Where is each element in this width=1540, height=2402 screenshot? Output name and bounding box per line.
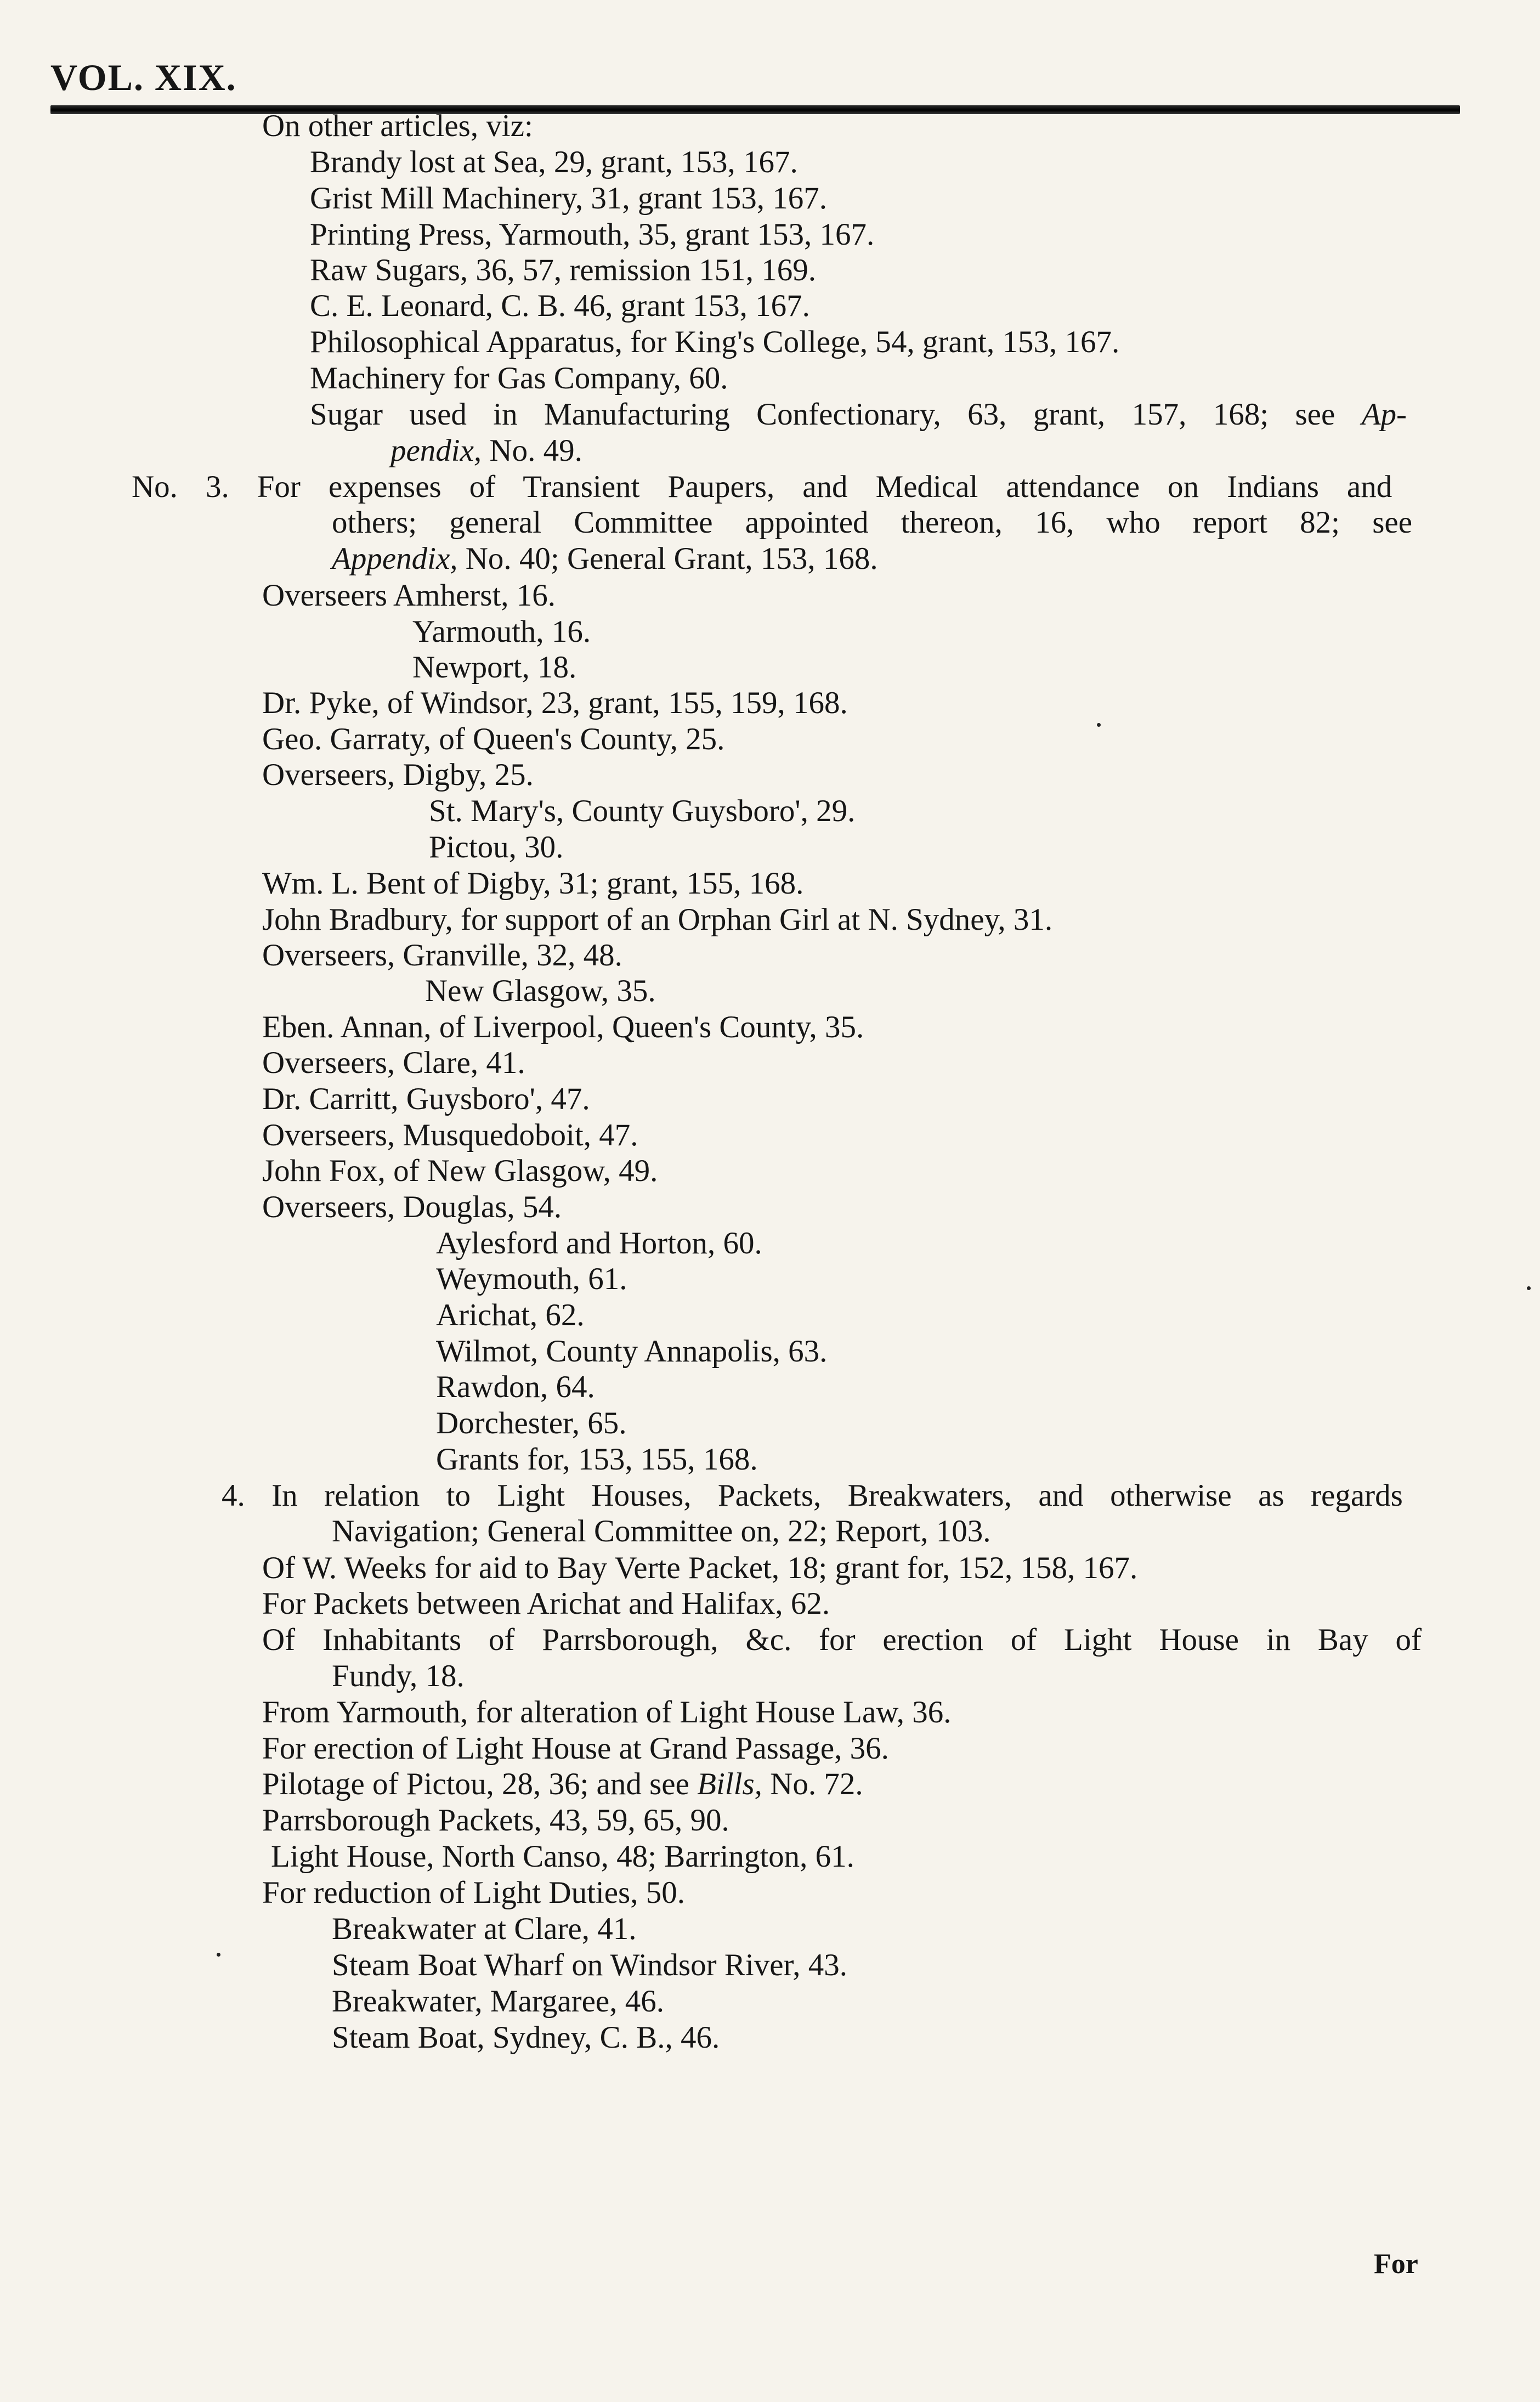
line-text: Overseers, Granville, 32, 48. [262,938,622,973]
index-line [262,868,803,899]
index-line [262,940,622,971]
index-line [429,795,855,827]
ink-speck [217,1953,220,1957]
index-line [262,1733,889,1764]
index-line [332,1986,664,2017]
index-line [332,507,1412,538]
line-text: Steam Boat Wharf on Windsor River, 43. [332,1948,847,1982]
line-text: Overseers Amherst, 16. [262,578,556,613]
index-line [262,1697,951,1728]
index-line [262,1083,590,1115]
line-text: Dr. Carritt, Guysboro', 47. [262,1082,590,1116]
index-line [390,435,582,466]
index-line [436,1371,595,1403]
line-text: John Fox, of New Glasgow, 49. [262,1154,658,1188]
line-tail: No. 40; General Grant, 153, 168. [457,541,878,576]
index-line [310,255,816,286]
line-text: Wilmot, County Annapolis, 63. [436,1334,828,1369]
line-text: Aylesford and Horton, 60. [436,1226,762,1261]
line-text: others; general Committee appointed thereon, 16, who report 82; see [332,505,1412,540]
index-line [436,1336,827,1367]
index-line [262,1624,1422,1655]
index-line [132,471,1392,502]
line-text: Wm. L. Bent of Digby, 31; grant, 155, 168. [262,866,804,901]
index-line [271,1841,854,1872]
index-line [310,290,810,321]
line-text: Grist Mill Machinery, 31, grant 153, 167. [310,181,828,216]
line-text: John Bradbury, for support of an Orphan Girl at N. Sydney, 31. [262,902,1053,937]
line-text: Overseers, Douglas, 54. [262,1190,562,1224]
index-line [332,1660,465,1692]
line-text: Grants for, 153, 155, 168. [436,1442,758,1477]
index-line [310,183,827,214]
index-line [332,2022,720,2053]
line-text: Geo. Garraty, of Queen's County, 25. [262,722,725,756]
index-line [332,1949,847,1981]
index-line [429,832,563,863]
catchword: For [1374,2248,1418,2280]
line-text: For erection of Light House at Grand Passage, 36. [262,1731,889,1766]
index-line [436,1408,627,1439]
ink-speck [1097,723,1101,727]
line-text: Machinery for Gas Company, 60. [310,361,728,395]
line-text: C. E. Leonard, C. B. 46, grant 153, 167. [310,289,810,323]
line-text: Arichat, 62. [436,1298,585,1332]
italic-reference: pendix, [390,433,482,468]
line-text: Fundy, 18. [332,1659,465,1693]
line-text: Overseers, Clare, 41. [262,1045,525,1080]
index-line [412,616,591,647]
line-text: 4. In relation to Light Houses, Packets, Breakwaters, and otherwise as regards [222,1478,1403,1513]
line-text: Sugar used in Manufacturing Confectionary, 63, grant, 157, 168; see [310,397,1362,432]
line-text: No. 3. For expenses of Transient Paupers, and Medical attendance on Indians and [132,470,1392,504]
index-line [332,1516,991,1547]
line-text: Pictou, 30. [429,830,564,864]
index-line [262,1768,863,1800]
line-text: Dorchester, 65. [436,1406,627,1440]
line-text: For Packets between Arichat and Halifax, 62. [262,1586,830,1621]
index-line [262,1191,562,1223]
line-text: Rawdon, 64. [436,1370,595,1404]
index-line [332,1913,637,1945]
line-text: St. Mary's, County Guysboro', 29. [429,794,856,828]
index-line [262,1877,685,1908]
line-tail: No. 49. [482,433,582,468]
index-line [262,724,724,755]
index-line [262,1047,525,1078]
line-text: Light House, North Canso, 48; Barrington, 61. [271,1839,854,1874]
line-text: Brandy lost at Sea, 29, grant, 153, 167. [310,145,798,179]
line-text: Newport, 18. [412,650,577,685]
line-text: Raw Sugars, 36, 57, remission 151, 169. [310,253,817,287]
index-line [262,110,533,142]
line-text: Breakwater, Margaree, 46. [332,1984,664,2019]
line-text: Breakwater at Clare, 41. [332,1912,637,1946]
line-tail: No. 72. [762,1767,863,1801]
index-line [310,146,798,178]
index-line [436,1228,762,1259]
line-text: Weymouth, 61. [436,1262,627,1296]
index-line [262,1552,1137,1584]
running-head: VOL. XIX. [50,56,237,98]
line-text: Yarmouth, 16. [412,614,591,649]
line-text: Of Inhabitants of Parrsborough, &c. for erection of Light House in Bay of [262,1623,1422,1657]
index-line [425,975,656,1007]
index-line [310,363,728,394]
line-text: Parrsborough Packets, 43, 59, 65, 90. [262,1803,729,1838]
index-line [222,1480,1403,1511]
index-line [262,1588,830,1619]
index-line [262,1805,729,1836]
line-text: Eben. Annan, of Liverpool, Queen's County, 35. [262,1010,864,1044]
line-text: Of W. Weeks for aid to Bay Verte Packet, 18; grant for, 152, 158, 167. [262,1551,1138,1585]
index-line [262,1155,658,1186]
line-text: Printing Press, Yarmouth, 35, grant 153, 167. [310,217,875,252]
index-line [262,687,848,719]
index-line [262,904,1052,935]
italic-reference: Ap- [1361,397,1407,432]
italic-reference: Appendix, [332,541,458,576]
line-text: Pilotage of Pictou, 28, 36; and see [262,1767,698,1801]
index-line [436,1444,758,1475]
index-line [310,326,1119,358]
line-text: Overseers, Digby, 25. [262,758,534,792]
line-text: New Glasgow, 35. [425,974,656,1008]
line-text: From Yarmouth, for alteration of Light House Law, 36. [262,1695,952,1730]
index-line [310,399,1407,430]
index-line [332,543,878,574]
index-line [262,580,556,611]
index-line [436,1299,585,1331]
index-line [262,1011,864,1043]
index-line [262,759,534,790]
line-text: Philosophical Apparatus, for King's College, 54, grant, 153, 167. [310,325,1120,359]
index-line [436,1263,627,1295]
ink-speck [1527,1286,1531,1290]
italic-reference: Bills, [697,1767,762,1801]
line-text: Dr. Pyke, of Windsor, 23, grant, 155, 159, 168. [262,686,848,720]
index-line [262,1120,638,1151]
line-text: Navigation; General Committee on, 22; Report, 103. [332,1514,991,1548]
line-text: Steam Boat, Sydney, C. B., 46. [332,2020,720,2055]
index-line [310,219,874,250]
line-text: For reduction of Light Duties, 50. [262,1875,685,1910]
index-line [412,652,576,683]
line-text: Overseers, Musquedoboit, 47. [262,1118,638,1152]
line-text: On other articles, viz: [262,109,533,143]
